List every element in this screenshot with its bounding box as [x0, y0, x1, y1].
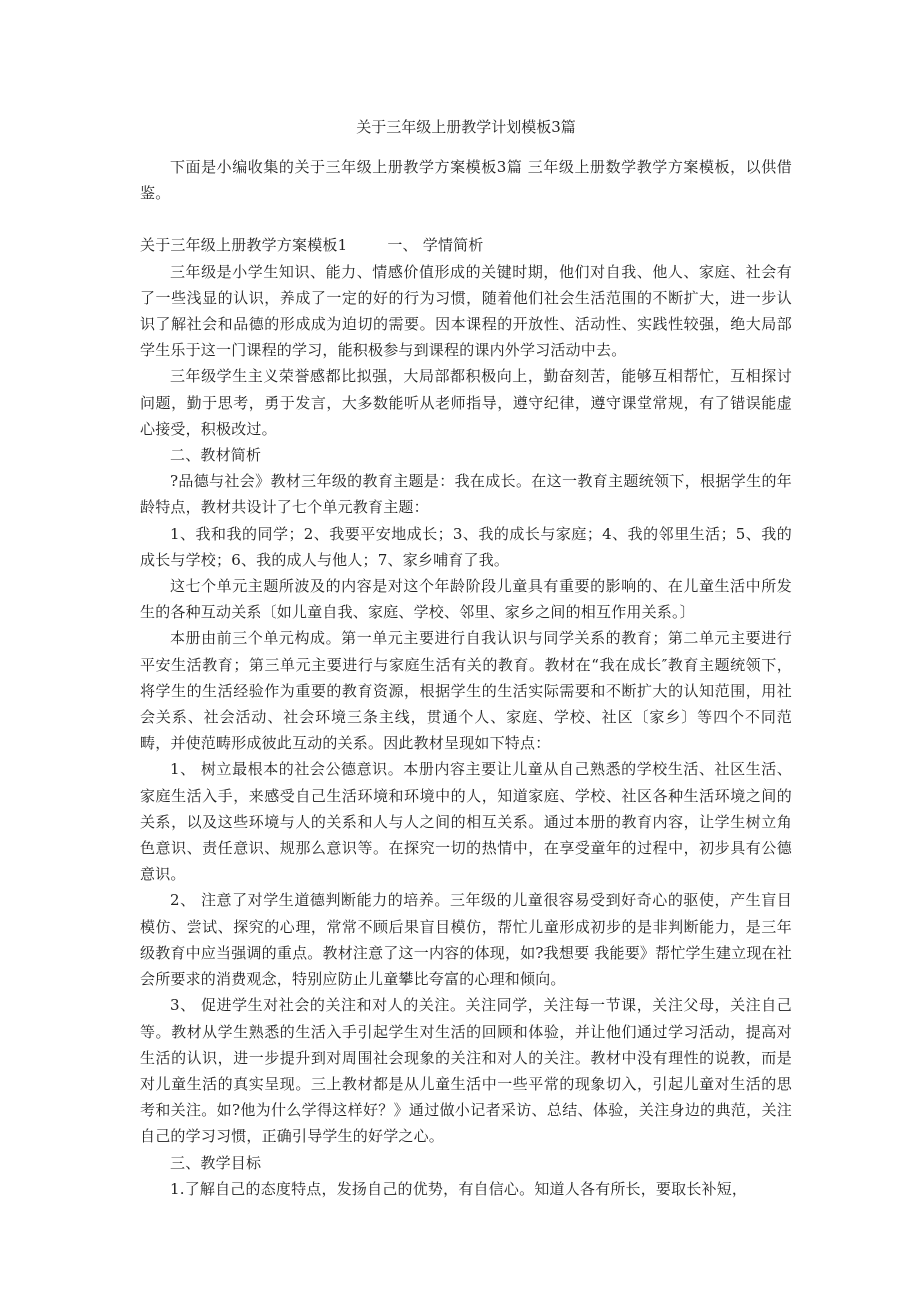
blank-line — [140, 206, 792, 232]
section-header — [140, 232, 792, 258]
paragraph: 1、 树立最根本的社会公德意识。本册内容主要让儿童从自己熟悉的学校生活、社区生活、家庭生活入手，来感受自己生活环境和环境中的人，知道家庭、学校、社区各种生活环境之间的关系，以及这些环境与人的关系和人与人之间的相互关系。通过本册的教育内容，让学生树立角色意识、责任意识、规那么意识等。在探究一切的热情中，在享受童年的过程中，初步具有公德意识。 — [140, 760, 792, 884]
paragraph: 这七个单元主题所波及的内容是对这个年龄阶段儿童具有重要的影响的、在儿童生活中所发生的各种互动关系〔如儿童自我、家庭、学校、邻里、家乡之间的相互作用关系。〕 — [140, 577, 792, 622]
section-heading: 一、 学情简析 — [387, 236, 484, 255]
paragraph: ?品德与社会》教材三年级的教育主题是：我在成长。在这一教育主题统领下，根据学生的年龄特点，教材共设计了七个单元教育主题： — [140, 472, 792, 517]
paragraph: 本册由前三个单元构成。第一单元主要进行自我认识与同学关系的教育；第二单元主要进行平安生活教育；第三单元主要进行与家庭生活有关的教育。教材在“我在成长″教育主题统领下，将学生的生活经验作为重要的教育资源，根据学生的生活实际需要和不断扩大的认知范围，用社会关系、社会活动、社会环境三条主线，贯通个人、家庭、学校、社区〔家乡〕等四个不同范畴，并使范畴形成彼此互动的关系。因此教材呈现如下特点： — [140, 629, 792, 753]
document-title: 关于三年级上册教学计划模板3篇 — [356, 118, 576, 136]
paragraph: 3、 促进学生对社会的关注和对人的关注。关注同学，关注每一节课，关注父母，关注自己等。教材从学生熟悉的生活入手引起学生对生活的回顾和体验，并让他们通过学习活动，提高对生活的认识，进一步提升到对周围社会现象的关注和对人的关注。教材中没有理性的说教，而是对儿童生活的真实呈现。三上教材都是从儿童生活中一些平常的现象切入，引起儿童对生活的思考和关注。如?他为什么学得这样好？》通过做小记者采访、总结、体验，关注身边的典范，关注自己的学习习惯，正确引导学生的好学之心。 — [140, 996, 792, 1146]
section-title: 关于三年级上册教学方案模板1 — [140, 236, 348, 255]
intro-paragraph: 下面是小编收集的关于三年级上册教学方案模板3篇 三年级上册数学教学方案模板，以供借鉴。 — [140, 158, 792, 203]
paragraph: 2、 注意了对学生道德判断能力的培养。三年级的儿童很容易受到好奇心的驱使，产生盲目模仿、尝试、探究的心理，常常不顾后果盲目模仿，帮忙儿童形成初步的是非判断能力，是三年级教育中应当强调的重点。教材注意了这一内容的体现，如?我想要 我能要》帮忙学生建立现在社会所要求的消费观念，特别应防止儿童攀比夸富的心理和倾向。 — [140, 891, 792, 989]
heading: 二、教材简析 — [170, 446, 262, 465]
heading: 三、教学目标 — [170, 1153, 262, 1172]
paragraph: 1.了解自己的态度特点，发扬自己的优势，有自信心。知道人各有所长，要取长补短， — [170, 1179, 748, 1198]
paragraph: 三年级学生主义荣誉感都比拟强，大局部都积极向上，勤奋刻苦，能够互相帮忙，互相探讨问题，勤于思考，勇于发言，大多数能听从老师指导，遵守纪律，遵守课堂常规，有了错误能虚心接受，积极改过。 — [140, 367, 792, 438]
paragraph: 三年级是小学生知识、能力、情感价值形成的关键时期，他们对自我、他人、家庭、社会有了一些浅显的认识，养成了一定的好的行为习惯，随着他们社会生活范围的不断扩大，进一步认识了解社会和品德的形成成为迫切的需要。因本课程的开放性、活动性、实践性较强，绝大局部学生乐于这一门课程的学习，能积极参与到课程的课内外学习活动中去。 — [140, 262, 792, 360]
paragraph: 1、我和我的同学；2、我要平安地成长；3、我的成长与家庭；4、我的邻里生活；5、我的成长与学校；6、我的成人与他人；7、家乡哺育了我。 — [140, 524, 792, 569]
